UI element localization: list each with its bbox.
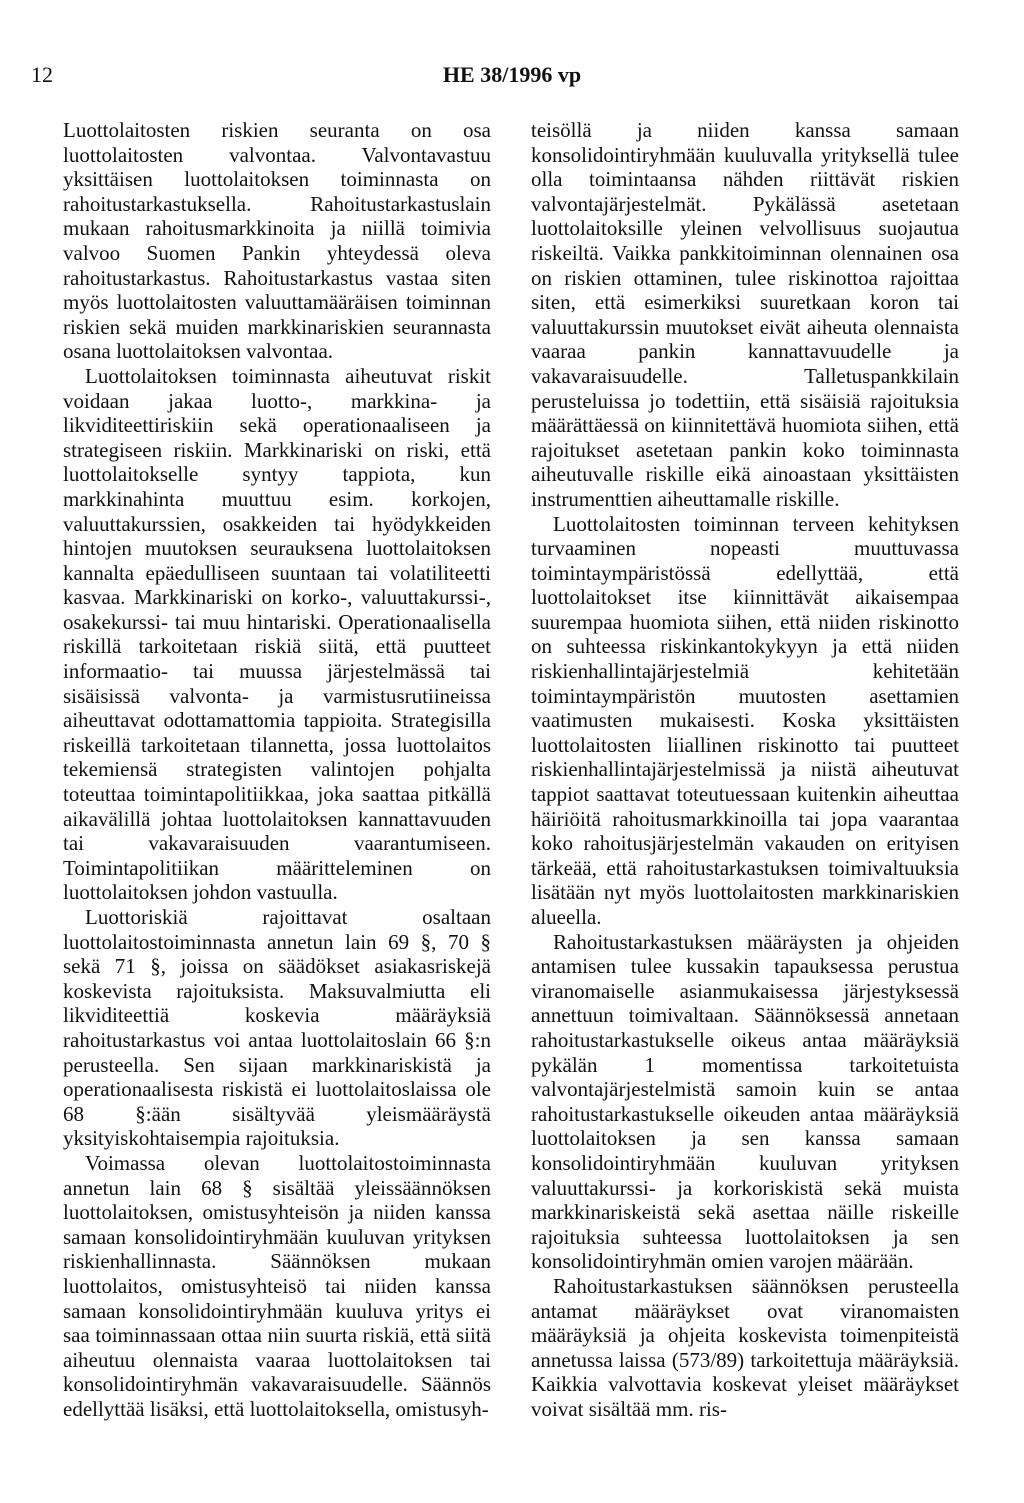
right-paragraph-1: teisöllä ja niiden kanssa samaan konsolidointiryhmään kuuluvalla yrityksellä tulee olla toimintaansa nähden riittävät riskien valvontajärjestelmät. Pykälässä asetetaan luottolaitoksille yleinen velvollisuus suojautua riskeiltä. Vaikka pankkitoiminnan olennainen osa on riskien ottaminen, tulee riskinottoa rajoittaa siten, että esimerkiksi suuretkaan koron tai valuuttakurssin muutokset eivät aiheuta olennaista vaaraa pankin kannattavuudelle ja vakavaraisuudelle. Talletuspankkilain perusteluissa jo todettiin, että sisäisiä rajoituksia määrättäessä on kiinnitettävä huomiota siihen, että rajoitukset asetetaan pankin koko toiminnasta aiheutuvalle riskille eikä ainoastaan yksittäisten instrumenttien aiheuttamalle riskille. (531, 118, 959, 511)
right-paragraph-2: Luottolaitosten toiminnan terveen kehityksen turvaaminen nopeasti muuttuvassa toimintaympäristössä edellyttää, että luottolaitokset itse kiinnittävät aikaisempaa suurempaa huomiota siihen, että niiden riskinotto on suhteessa riskinkantokykyyn ja että niiden riskienhallintajärjestelmiä kehitetään toimintaympäristön muutosten asettamien vaatimusten mukaisesti. Koska yksittäisten luottolaitosten liiallinen riskinotto tai puutteet riskienhallintajärjestelmissä ja niistä aiheutuvat tappiot saattavat toteutuessaan kuitenkin aiheuttaa häiriöitä rahoitusmarkkinoilla tai jopa vaarantaa koko rahoitusjärjestelmän vakauden on erityisen tärkeää, että rahoitustarkastuksen toimivaltuuksia lisätään nyt myös luottolaitosten markkinariskien alueella. (531, 511, 959, 929)
right-paragraph-3: Rahoitustarkastuksen määräysten ja ohjeiden antamisen tulee kussakin tapauksessa perustua viranomaiselle asianmukaisessa järjestyksessä annettuun toimivaltaan. Säännöksessä annetaan rahoitustarkastukselle oikeus antaa määräyksiä pykälän 1 momentissa tarkoitetuista valvontajärjestelmistä samoin kuin se antaa rahoitustarkastukselle oikeuden antaa määräyksiä luottolaitoksen ja sen kanssa samaan konsolidointiryhmään kuuluvan yrityksen valuuttakurssi- ja korkoriskistä sekä muista markkinariskeistä sekä asettaa näille riskeille rajoituksia suhteessa luottolaitoksen ja sen konsolidointiryhmän omien varojen määrään. (531, 929, 959, 1274)
left-paragraph-2: Luottolaitoksen toiminnasta aiheutuvat riskit voidaan jakaa luotto-, markkina- ja likviditeettiriskiin sekä operationaaliseen ja strategiseen riskiin. Markkinariski on riski, että luottolaitokselle syntyy tappiota, kun markkinahinta muuttuu esim. korkojen, valuuttakurssien, osakkeiden tai hyödykkeiden hintojen muutoksen seurauksena luottolaitoksen kannalta epäedulliseen suuntaan tai volatiliteetti kasvaa. Markkinariski on korko-, valuuttakurssi-, osakekurssi- tai muu hintariski. Operationaalisella riskillä tarkoitetaan riskiä siitä, että puutteet informaatio- tai muussa järjestelmässä tai sisäisissä valvonta- ja varmistusrutiineissa aiheuttavat odottamattomia tappioita. Strategisilla riskeillä tarkoitetaan tilannetta, jossa luottolaitos tekemiensä strategisten valintojen pohjalta toteuttaa toimintapolitiikkaa, joka saattaa pitkällä aikavälillä johtaa luottolaitoksen kannattavuuden tai vakavaraisuuden vaarantumiseen. Toimintapolitiikan määritteleminen on luottolaitoksen johdon vastuulla. (63, 363, 491, 905)
left-paragraph-1: Luottolaitosten riskien seuranta on osa luottolaitosten valvontaa. Valvontavastuu yksittäisen luottolaitoksen toiminnasta on rahoitustarkastuksella. Rahoitustarkastuslain mukaan rahoitusmarkkinoita ja niillä toimivia valvoo Suomen Pankin yhteydessä oleva rahoitustarkastus. Rahoitustarkastus vastaa siten myös luottolaitosten valuuttamääräisen toiminnan riskien sekä muiden markkinariskien seurannasta osana luottolaitoksen valvontaa. (63, 118, 491, 364)
document-id: HE 38/1996 vp (442, 62, 582, 87)
left-paragraph-4: Voimassa olevan luottolaitostoiminnasta annetun lain 68 § sisältää yleissäännöksen luottolaitoksen, omistusyhteisön ja niiden kanssa samaan konsolidointiryhmään kuuluvan yrityksen riskienhallinnasta. Säännöksen mukaan luottolaitos, omistusyhteisö tai niiden kanssa samaan konsolidointiryhmään kuuluva yritys ei saa toiminnassaan ottaa niin suurta riskiä, että siitä aiheutuu olennaista vaaraa luottolaitoksen tai konsolidointiryhmän vakavaraisuudelle. Säännös edellyttää lisäksi, että luottolaitoksella, omistusyh- (63, 1150, 491, 1421)
left-paragraph-3: Luottoriskiä rajoittavat osaltaan luottolaitostoiminnasta annetun lain 69 §, 70 § sekä 71 §, joissa on säädökset asiakasriskejä koskevista rajoituksista. Maksuvalmiutta eli likviditeettiä koskevia määräyksiä rahoitustarkastus voi antaa luottolaitoslain 66 §:n perusteella. Sen sijaan markkinariskistä ja operationaalisesta riskistä ei luottolaitoslaissa ole 68 §:ään sisältyvää yleismääräystä yksityiskohtaisempia rajoituksia. (63, 905, 491, 1151)
right-paragraph-4: Rahoitustarkastuksen säännöksen perusteella antamat määräykset ovat viranomaisten määräyksiä ja ohjeita koskevista toimenpiteistä annetussa laissa (573/89) tarkoitettuja määräyksiä. Kaikkia valvottavia koskevat yleiset määräykset voivat sisältää mm. ris- (531, 1273, 959, 1421)
left-column (63, 118, 491, 1421)
page-number: 12 (31, 62, 53, 87)
right-column (531, 118, 959, 1421)
